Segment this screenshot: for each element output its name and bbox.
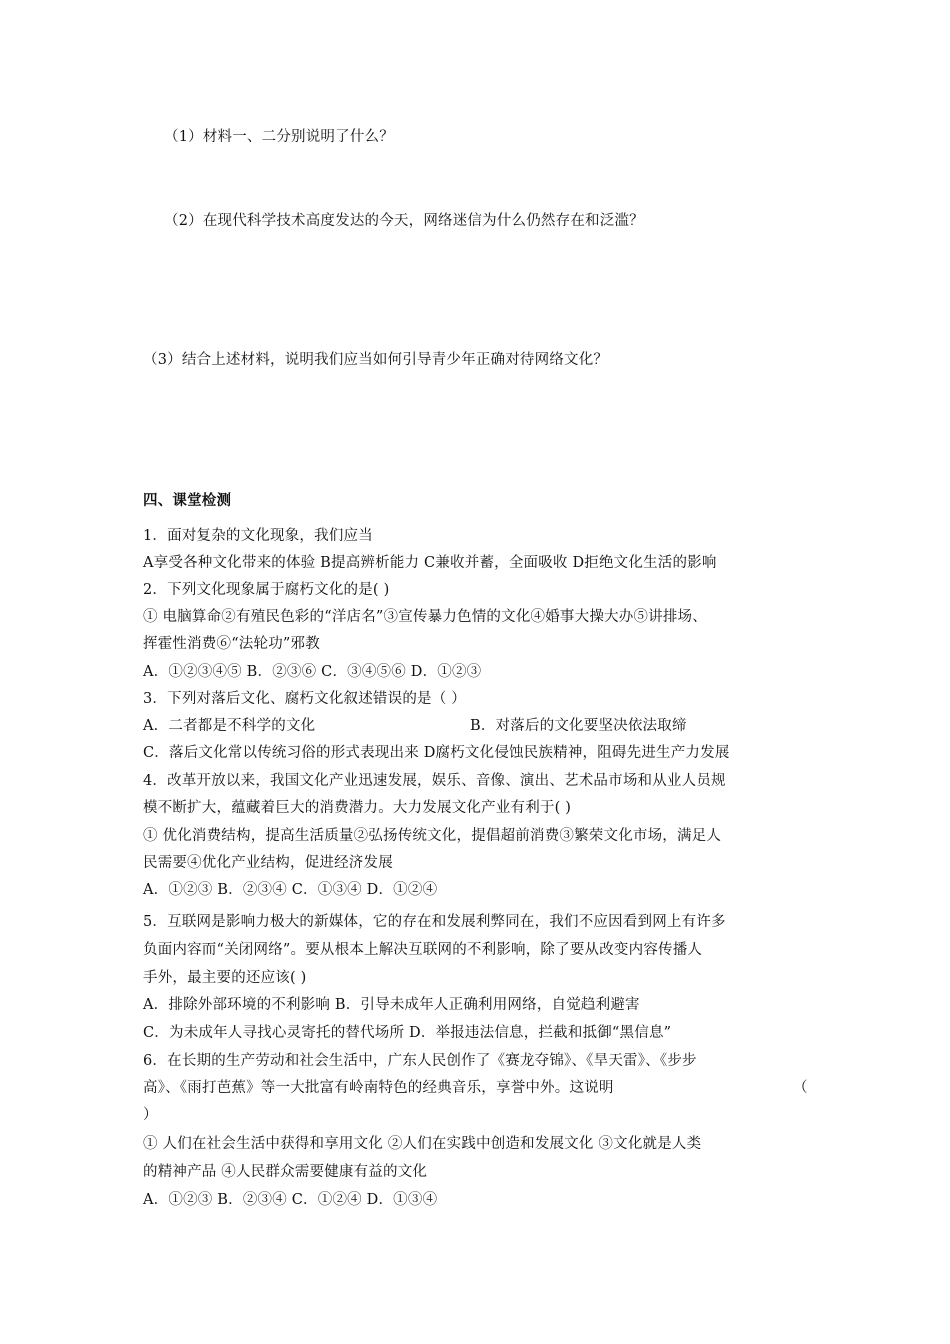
item-1-stem: 1．面对复杂的文化现象，我们应当 xyxy=(143,528,373,544)
item-3-stem: 3．下列对落后文化、腐朽文化叙述错误的是（ ） xyxy=(143,691,466,707)
item-6-options: A．①②③ B．②③④ C．①②④ D．①③④ xyxy=(143,1192,438,1208)
item-5-options-ab: A．排除外部环境的不利影响 B．引导未成年人正确利用网络，自觉趋利避害 xyxy=(143,997,640,1013)
item-4-line-2: 模不断扩大，蕴藏着巨大的消费潜力。大力发展文化产业有利于( ) xyxy=(143,800,572,816)
item-5-options-cd: C．为未成年人寻找心灵寄托的替代场所 D．举报违法信息，拦截和抵御“黑信息” xyxy=(143,1025,672,1041)
question-2: （2）在现代科学技术高度发达的今天，网络迷信为什么仍然存在和泛滥？ xyxy=(164,213,644,229)
item-6-line-3: ① 人们在社会生活中获得和享用文化 ②人们在实践中创造和发展文化 ③文化就是人类 xyxy=(143,1136,702,1152)
item-6-paren-close: ） xyxy=(143,1107,158,1123)
item-4-line-4: 民需要④优化产业结构，促进经济发展 xyxy=(143,855,393,871)
item-4-options: A．①②③ B．②③④ C．①③④ D．①②④ xyxy=(143,882,438,898)
item-5-line-3: 手外，最主要的还应该( ) xyxy=(143,970,307,986)
section-title: 四、课堂检测 xyxy=(143,493,232,509)
question-3: （3）结合上述材料，说明我们应当如何引导青少年正确对待网络文化？ xyxy=(143,352,609,368)
item-2-options: A．①②③④⑤ B．②③⑥ C．③④⑤⑥ D．①②③ xyxy=(143,664,482,680)
item-3-option-a: A．二者都是不科学的文化 xyxy=(143,718,316,734)
question-1: （1）材料一、二分别说明了什么？ xyxy=(164,129,394,145)
item-2-stem: 2．下列文化现象属于腐朽文化的是( ) xyxy=(143,582,390,598)
item-4-line-1: 4．改革开放以来，我国文化产业迅速发展，娱乐、音像、演出、艺术品市场和从业人员规 xyxy=(143,773,726,789)
item-4-line-3: ① 优化消费结构，提高生活质量②弘扬传统文化，提倡超前消费③繁荣文化市场，满足人 xyxy=(143,828,722,844)
item-6-line-2: 高》、《雨打芭蕉》等一大批富有岭南特色的经典音乐，享誉中外。这说明 xyxy=(143,1080,614,1096)
item-3-options-cd: C．落后文化常以传统习俗的形式表现出来 D腐朽文化侵蚀民族精神，阻碍先进生产力发展 xyxy=(143,745,730,761)
item-6-line-4: 的精神产品 ④人民群众需要健康有益的文化 xyxy=(143,1164,428,1180)
item-2-line-1: ① 电脑算命②有殖民色彩的“洋店名”③宣传暴力色情的文化④婚事大操大办⑤讲排场、 xyxy=(143,609,707,625)
item-1-options: A享受各种文化带来的体验 B提高辨析能力 C兼收并蓄，全面吸收 D拒绝文化生活的影响 xyxy=(143,555,717,571)
item-5-line-2: 负面内容而“关闭网络”。要从根本上解决互联网的不利影响，除了要从改变内容传播人 xyxy=(143,942,703,958)
item-2-line-2: 挥霍性消费⑥“法轮功”邪教 xyxy=(143,636,320,652)
item-6-line-1: 6．在长期的生产劳动和社会生活中，广东人民创作了《赛龙夺锦》、《旱天雷》、《步步 xyxy=(143,1053,697,1069)
item-3-option-b: B．对落后的文化要坚决依法取缔 xyxy=(470,718,687,734)
item-6-paren-open: （ xyxy=(793,1080,808,1096)
item-5-line-1: 5．互联网是影响力极大的新媒体，它的存在和发展利弊同在，我们不应因看到网上有许多 xyxy=(143,914,726,930)
